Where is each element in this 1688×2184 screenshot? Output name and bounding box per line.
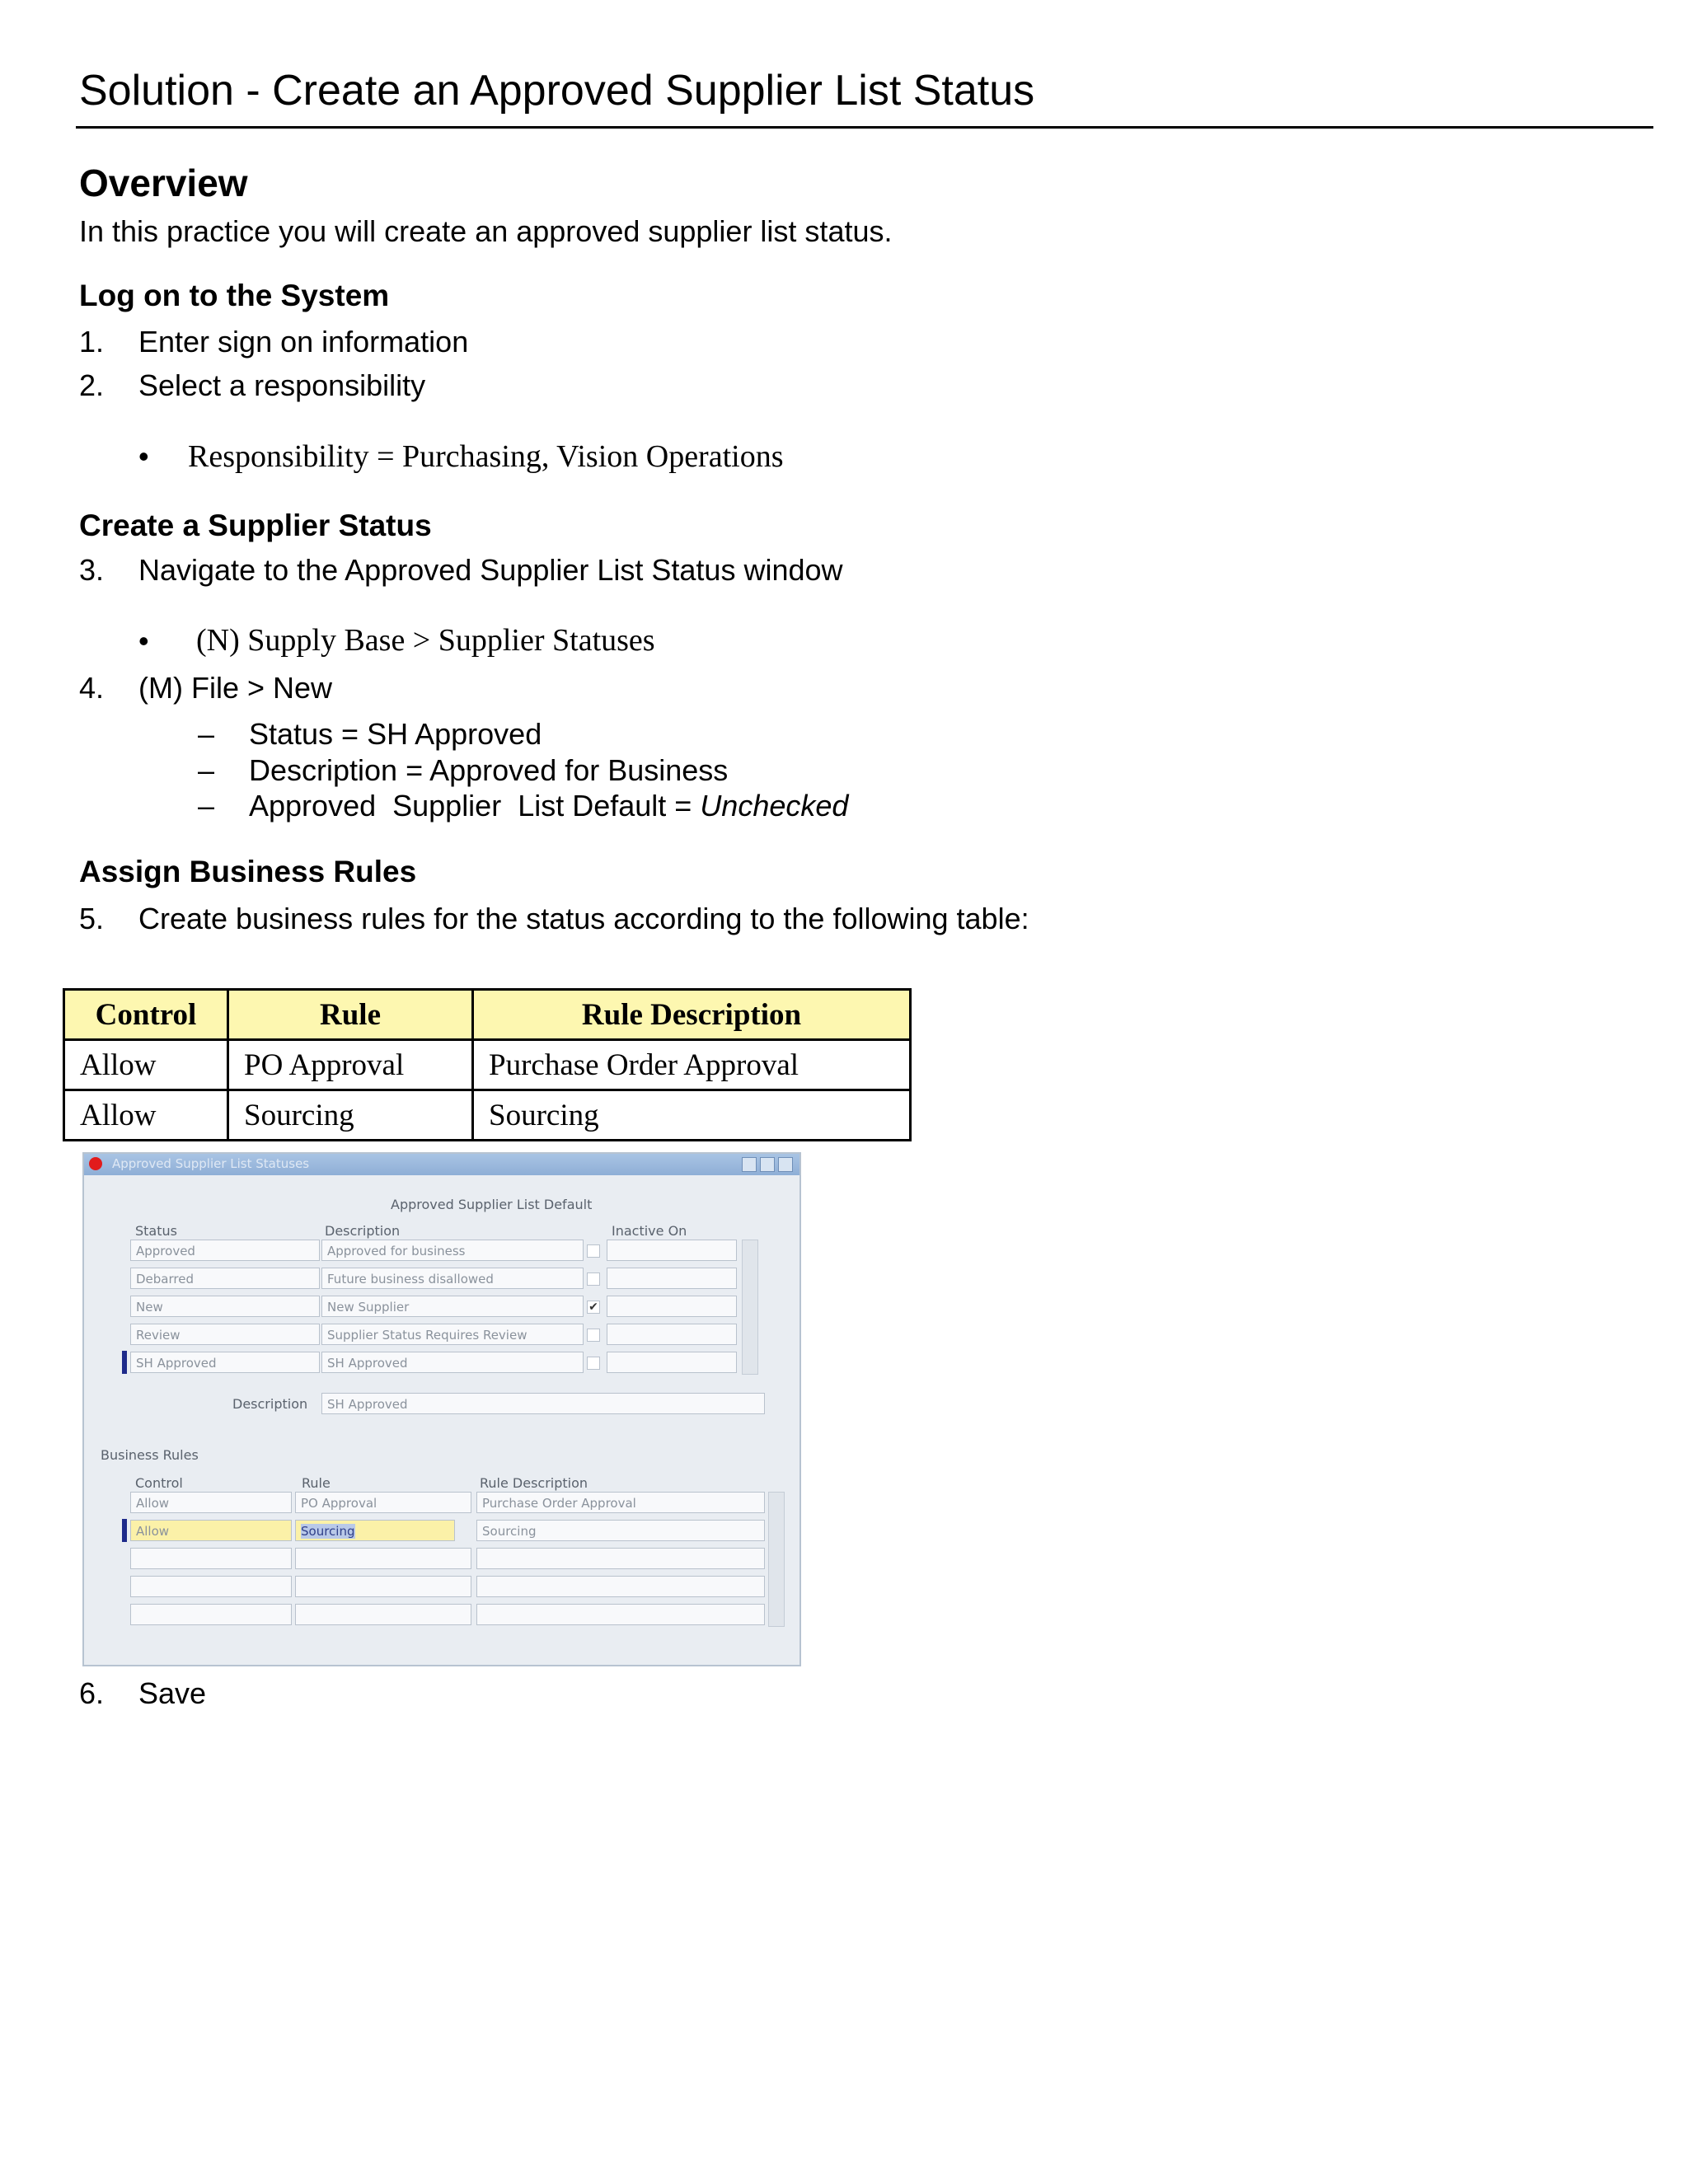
rule-column-header: Rule (302, 1475, 331, 1491)
inactive-on-field[interactable] (607, 1352, 737, 1373)
asl-statuses-window (82, 1152, 801, 1666)
bullet-icon: • (138, 439, 149, 473)
inactive-on-column-header: Inactive On (612, 1223, 687, 1239)
dash-icon: – (198, 717, 215, 751)
create-status-heading: Create a Supplier Status (79, 509, 432, 542)
asl-default-value (249, 789, 848, 823)
status-field[interactable]: New (130, 1296, 320, 1317)
inactive-on-field[interactable] (607, 1296, 737, 1317)
description-field[interactable]: SH Approved (321, 1352, 584, 1373)
status-scrollbar[interactable] (742, 1240, 758, 1375)
status-field[interactable]: Review (130, 1324, 320, 1345)
rule-field[interactable] (295, 1576, 471, 1597)
inactive-on-field[interactable] (607, 1240, 737, 1261)
inactive-on-field[interactable] (607, 1324, 737, 1345)
minimize-icon[interactable] (742, 1157, 757, 1172)
table-header: Rule (228, 990, 473, 1040)
control-select[interactable]: Allow (130, 1520, 292, 1541)
step-5-number: 5. (79, 902, 105, 935)
rule-description-field[interactable] (476, 1548, 765, 1569)
business-rules-table (63, 988, 912, 1141)
description-field[interactable]: Future business disallowed (321, 1268, 584, 1289)
table-cell: Allow (64, 1090, 228, 1141)
rule-field-selection: Sourcing (301, 1524, 355, 1539)
step-4-text: (M) File > New (138, 671, 333, 705)
table-header-row (64, 990, 911, 1040)
step-1-number: 1. (79, 325, 105, 359)
control-select[interactable] (130, 1548, 292, 1569)
status-field-value: Status = SH Approved (249, 717, 542, 751)
navigation-bullet: (N) Supply Base > Supplier Statuses (196, 623, 655, 658)
asl-default-checkbox[interactable] (587, 1244, 600, 1258)
inactive-on-field[interactable] (607, 1268, 737, 1289)
table-cell: Purchase Order Approval (473, 1040, 911, 1090)
title-underline (76, 126, 1653, 129)
dash-icon: – (198, 789, 215, 823)
dash-icon: – (198, 753, 215, 787)
table-cell: PO Approval (228, 1040, 473, 1090)
status-field[interactable]: SH Approved (130, 1352, 320, 1373)
control-select[interactable]: Allow (130, 1492, 292, 1513)
table-row (64, 1090, 911, 1141)
description-field[interactable]: Approved for business (321, 1240, 584, 1261)
asl-default-column-label: Approved Supplier List Default (391, 1197, 593, 1212)
overview-heading: Overview (79, 162, 248, 204)
status-field[interactable]: Debarred (130, 1268, 320, 1289)
table-cell: Sourcing (473, 1090, 911, 1141)
step-4-number: 4. (79, 671, 105, 705)
current-record-indicator (122, 1519, 127, 1542)
responsibility-bullet: Responsibility = Purchasing, Vision Operations (188, 439, 784, 474)
description-field[interactable]: New Supplier (321, 1296, 584, 1317)
table-row (64, 1040, 911, 1090)
status-column-header: Status (135, 1223, 177, 1239)
asl-default-checkbox[interactable] (587, 1357, 600, 1370)
step-1-text: Enter sign on information (138, 325, 469, 359)
asl-default-italic: Unchecked (700, 789, 849, 823)
rule-description-field[interactable]: Purchase Order Approval (476, 1492, 765, 1513)
window-titlebar (84, 1154, 799, 1175)
description-detail-label: Description (232, 1396, 308, 1412)
bullet-icon: • (138, 624, 149, 658)
rule-description-field[interactable] (476, 1604, 765, 1625)
business-rules-section-label: Business Rules (101, 1447, 199, 1463)
description-detail-field[interactable]: SH Approved (321, 1393, 765, 1414)
overview-text: In this practice you will create an approved supplier list status. (79, 214, 893, 248)
step-3-number: 3. (79, 553, 105, 587)
rule-field[interactable] (295, 1548, 471, 1569)
table-cell: Sourcing (228, 1090, 473, 1141)
current-record-indicator (122, 1351, 127, 1374)
table-cell: Allow (64, 1040, 228, 1090)
rule-field[interactable] (295, 1604, 471, 1625)
step-2-text: Select a responsibility (138, 368, 426, 402)
rule-description-column-header: Rule Description (480, 1475, 588, 1491)
page-title: Solution - Create an Approved Supplier List Status (79, 67, 1035, 115)
asl-default-label: Approved Supplier List Default = (249, 789, 701, 823)
table-header: Rule Description (473, 990, 911, 1040)
rule-description-field[interactable]: Sourcing (476, 1520, 765, 1541)
control-select[interactable] (130, 1604, 292, 1625)
business-rules-heading: Assign Business Rules (79, 855, 417, 888)
status-field[interactable]: Approved (130, 1240, 320, 1261)
step-3-text: Navigate to the Approved Supplier List Status window (138, 553, 843, 587)
maximize-icon[interactable] (760, 1157, 775, 1172)
logon-heading: Log on to the System (79, 279, 390, 312)
oracle-logo-icon (89, 1157, 102, 1170)
rule-field[interactable]: PO Approval (295, 1492, 471, 1513)
step-6-number: 6. (79, 1676, 105, 1710)
table-header: Control (64, 990, 228, 1040)
description-column-header: Description (325, 1223, 401, 1239)
control-column-header: Control (135, 1475, 183, 1491)
step-2-number: 2. (79, 368, 105, 402)
step-6-text: Save (138, 1676, 207, 1710)
description-field-value: Description = Approved for Business (249, 753, 729, 787)
asl-default-checkbox[interactable] (587, 1329, 600, 1342)
asl-default-checkbox[interactable] (587, 1272, 600, 1286)
rule-description-field[interactable] (476, 1576, 765, 1597)
window-title: Approved Supplier List Statuses (112, 1156, 310, 1171)
close-icon[interactable] (778, 1157, 793, 1172)
rule-field[interactable] (295, 1520, 455, 1541)
description-field[interactable]: Supplier Status Requires Review (321, 1324, 584, 1345)
step-5-text: Create business rules for the status according to the following table: (138, 902, 1029, 935)
asl-default-checkbox[interactable]: ✔ (587, 1301, 600, 1314)
control-select[interactable] (130, 1576, 292, 1597)
rules-scrollbar[interactable] (768, 1492, 785, 1627)
